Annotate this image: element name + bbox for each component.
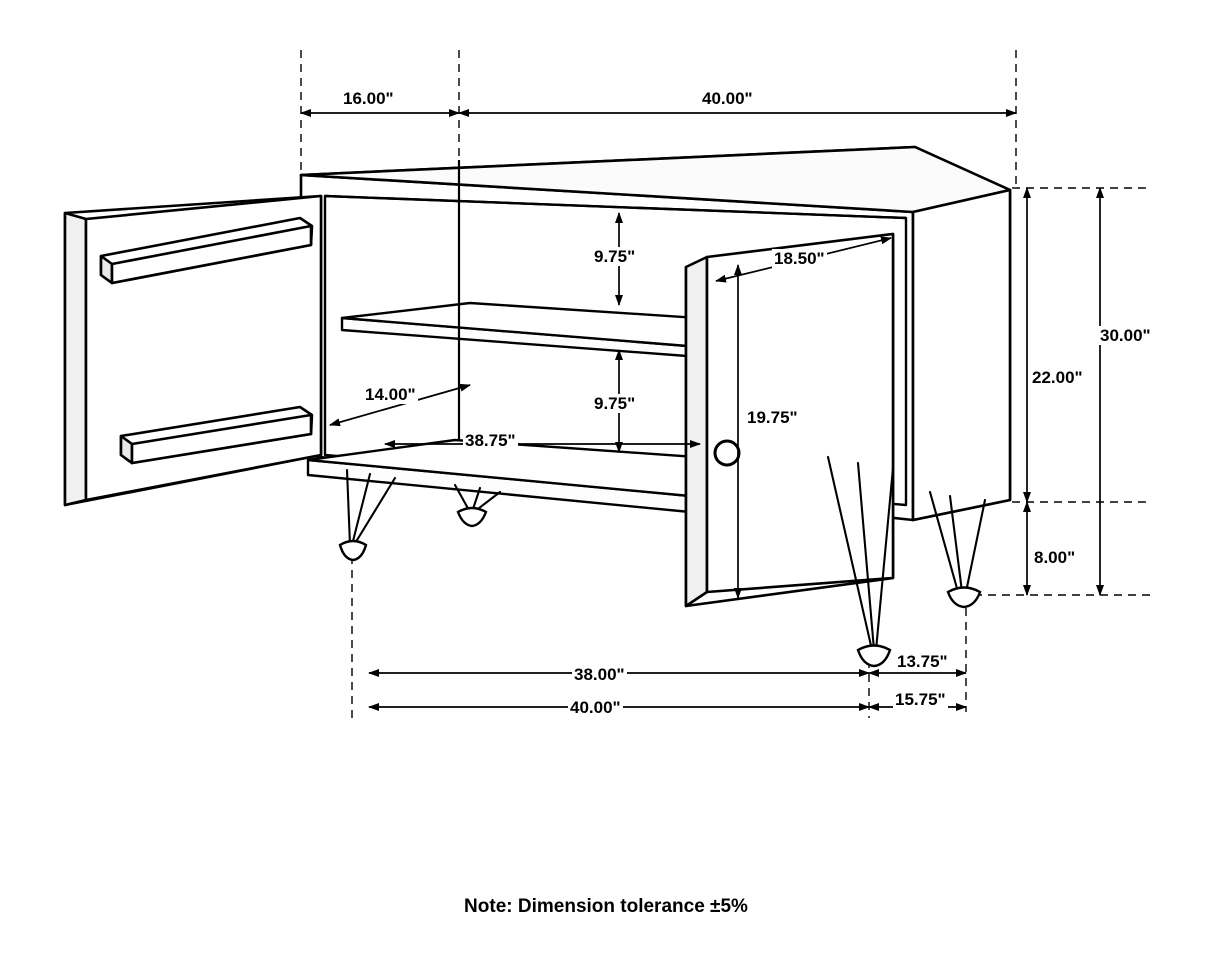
dimension-label-lower-compartment-height: 9.75"	[594, 394, 636, 413]
dimension-label-leg-span-width: 38.00"	[574, 665, 625, 684]
dimension-label-cabinet-body-height: 22.00"	[1032, 368, 1083, 387]
dimension-label-right-door-height: 19.75"	[747, 408, 798, 427]
dimension-label-shelf-depth: 14.00"	[365, 385, 416, 404]
dimension-label-leg-height: 8.00"	[1034, 548, 1076, 567]
dimension-label-base-depth: 15.75"	[895, 690, 946, 709]
dimension-label-top-width: 40.00"	[702, 89, 753, 108]
dimension-label-leg-splay-depth: 13.75"	[897, 652, 948, 671]
dimension-label-door-inner-depth: 18.50"	[774, 249, 825, 268]
dimension-label-upper-compartment-height: 9.75"	[594, 247, 636, 266]
dimension-label-top-left-depth: 16.00"	[343, 89, 394, 108]
dimension-label-overall-height: 30.00"	[1100, 326, 1151, 345]
tolerance-note: Note: Dimension tolerance ±5%	[464, 896, 748, 917]
left-open-door	[65, 196, 321, 505]
dimension-label-overall-base-width: 40.00"	[570, 698, 621, 717]
dimension-label-interior-width: 38.75"	[465, 431, 516, 450]
